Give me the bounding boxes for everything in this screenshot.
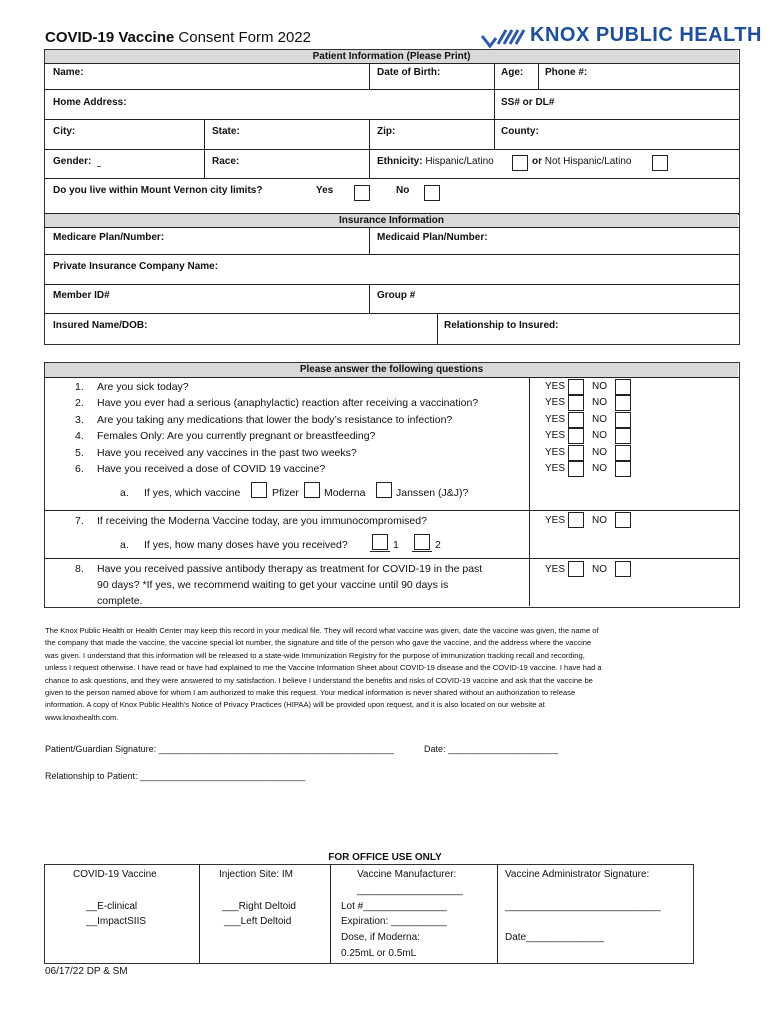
consent-line: was given. I understand that this information will be released to a state-wide Immunization Registry for the purpose of immunization tracking recall and recording, (45, 650, 585, 660)
left-deltoid-option[interactable]: ___Left Deltoid (224, 916, 292, 927)
questions-header: Please answer the following questions (45, 363, 738, 377)
question-yes-checkbox[interactable] (568, 461, 584, 477)
administrator-signature-line[interactable]: ____________________________ (505, 901, 661, 912)
question-text: Have you ever had a serious (anaphylactic) reaction after receiving a vaccination? (97, 397, 479, 409)
dob-label: Date of Birth: (377, 67, 441, 78)
question-yes-checkbox[interactable] (568, 428, 584, 444)
ethnicity-opt2: Not Hispanic/Latino (544, 156, 632, 167)
q7a-text: If yes, how many doses have you received? (144, 539, 348, 551)
expiration-field[interactable]: Expiration: __________ (341, 916, 447, 927)
dose-1-label: 1 (393, 539, 399, 551)
question-num: 1. (75, 381, 84, 393)
question-num: 6. (75, 463, 84, 475)
question-num: 5. (75, 447, 84, 459)
q8-num: 8. (75, 563, 84, 575)
question-no-checkbox[interactable] (615, 445, 631, 461)
q8-no-checkbox[interactable] (615, 561, 631, 577)
question-yes-label: YES (545, 414, 566, 425)
question-yes-label: YES (545, 397, 566, 408)
q7a-label: a. (120, 539, 129, 551)
q7-text: If receiving the Moderna Vaccine today, are you immunocompromised? (97, 515, 427, 527)
dose-2-label: 2 (435, 539, 441, 551)
q8-line2: 90 days? *If yes, we recommend waiting to get your vaccine until 90 days is (97, 579, 449, 591)
consent-line: given to the person named above for whom I am authorized to make this request. Your medical information is never shared without an authorization to release (45, 688, 576, 698)
consent-line: the company that made the vaccine, the vaccine special lot number, the signature and title of the person who gave the vaccine, and the address where the vaccine (45, 638, 592, 648)
impactsiis-option[interactable]: __ImpactSIIS (86, 916, 147, 927)
q7-no-label: NO (592, 515, 607, 526)
q6a-label: a. (120, 487, 129, 499)
question-text: Have you received a dose of COVID 19 vaccine? (97, 463, 326, 475)
e-clinical-option[interactable]: __E-clinical (86, 901, 138, 912)
q7-num: 7. (75, 515, 84, 527)
q7-no-checkbox[interactable] (615, 512, 631, 528)
question-no-checkbox[interactable] (615, 395, 631, 411)
mv-no-checkbox[interactable] (424, 185, 440, 201)
q8-line3: complete. (97, 595, 143, 607)
consent-line: chance to ask questions, and they were answered to my satisfaction. I believe I understand the benefits and risks of COVID-19 vaccine and ask that the vaccine be (45, 675, 593, 685)
question-text: Are you sick today? (97, 381, 189, 393)
ethnicity-text: Ethnicity: (377, 156, 423, 167)
ethnicity-label (377, 156, 494, 167)
form-title-bold: COVID-19 Vaccine (45, 29, 175, 46)
q8-line1: Have you received passive antibody therapy as treatment for COVID-19 in the past (97, 563, 483, 575)
form-title-rest: Consent Form 2022 (178, 29, 311, 46)
dose-2-checkbox[interactable] (414, 534, 430, 550)
question-no-checkbox[interactable] (615, 461, 631, 477)
dose-1-checkbox[interactable] (372, 534, 388, 550)
relationship-insured-label: Relationship to Insured: (444, 320, 559, 331)
consent-paragraph (45, 625, 737, 724)
phone-label: Phone #: (545, 67, 588, 78)
question-yes-label: YES (545, 447, 566, 458)
question-no-checkbox[interactable] (615, 412, 631, 428)
ethnicity-or-text: or (532, 156, 542, 167)
question-yes-checkbox[interactable] (568, 445, 584, 461)
address-label: Home Address: (53, 97, 127, 108)
signature-date-line[interactable]: Date: ______________________ (424, 744, 559, 754)
question-no-label: NO (592, 414, 607, 425)
janssen-checkbox[interactable] (376, 482, 392, 498)
question-yes-label: YES (545, 430, 566, 441)
q8-no-label: NO (592, 564, 607, 575)
question-yes-checkbox[interactable] (568, 395, 584, 411)
question-num: 3. (75, 414, 84, 426)
pfizer-label: Pfizer (272, 487, 299, 499)
relationship-patient-line[interactable]: Relationship to Patient: _________________________________ (45, 771, 306, 781)
question-text: Females Only: Are you currently pregnant or breastfeeding? (97, 430, 376, 442)
right-deltoid-option[interactable]: ___Right Deltoid (222, 901, 296, 912)
question-yes-checkbox[interactable] (568, 412, 584, 428)
dose-amount-label: 0.25mL or 0.5mL (341, 948, 417, 959)
name-label: Name: (53, 67, 84, 78)
hispanic-checkbox[interactable] (512, 155, 528, 171)
question-no-label: NO (592, 381, 607, 392)
ethnicity-opt1: Hispanic/Latino (425, 156, 494, 167)
manufacturer-blank[interactable]: ___________________ (357, 885, 463, 896)
member-id-label: Member ID# (53, 290, 110, 301)
q8-yes-checkbox[interactable] (568, 561, 584, 577)
question-yes-label: YES (545, 381, 566, 392)
question-no-label: NO (592, 463, 607, 474)
age-label: Age: (501, 67, 524, 78)
question-num: 2. (75, 397, 84, 409)
office-col4-head: Vaccine Administrator Signature: (505, 869, 650, 880)
logo-text: KNOX PUBLIC HEALTH (530, 24, 762, 46)
office-col3-head: Vaccine Manufacturer: (357, 869, 457, 880)
ethnicity-or (532, 156, 632, 167)
consent-line: www.knoxhealth.com. (45, 712, 119, 722)
race-label: Race: (212, 156, 240, 167)
medicare-label: Medicare Plan/Number: (53, 232, 165, 243)
pfizer-checkbox[interactable] (251, 482, 267, 498)
dose-moderna-label: Dose, if Moderna: (341, 932, 420, 943)
question-text: Are you taking any medications that lower the body’s resistance to infection? (97, 414, 453, 426)
gender-label: Gender: (53, 156, 92, 167)
county-label: County: (501, 126, 539, 137)
insured-name-label: Insured Name/DOB: (53, 320, 148, 331)
medicaid-label: Medicaid Plan/Number: (377, 232, 488, 243)
mv-yes-checkbox[interactable] (354, 185, 370, 201)
consent-line: unless I request otherwise. I have read or have had explained to me the Vaccine Information Sheet about COVID-19 disease and the COVID-19 vaccine. I have had a (45, 663, 602, 673)
gender-dash (97, 166, 101, 167)
question-yes-checkbox[interactable] (568, 379, 584, 395)
state-label: State: (212, 126, 240, 137)
lot-field[interactable]: Lot #_______________ (341, 901, 447, 912)
knox-logo (480, 24, 762, 50)
q7-yes-label: YES (545, 515, 566, 526)
question-num: 4. (75, 430, 84, 442)
office-col2-head: Injection Site: IM (219, 869, 293, 880)
mv-yes-label: Yes (316, 185, 334, 196)
form-title (45, 29, 311, 46)
question-no-checkbox[interactable] (615, 428, 631, 444)
moderna-checkbox[interactable] (304, 482, 320, 498)
administrator-date-line[interactable]: Date______________ (505, 932, 604, 943)
question-no-label: NO (592, 447, 607, 458)
not-hispanic-checkbox[interactable] (652, 155, 668, 171)
question-no-checkbox[interactable] (615, 379, 631, 395)
footer-version: 06/17/22 DP & SM (45, 966, 128, 977)
logo-mark-icon (480, 26, 530, 50)
mv-no-label: No (396, 185, 410, 196)
city-label: City: (53, 126, 76, 137)
office-col1-head: COVID-19 Vaccine (73, 869, 157, 880)
question-no-label: NO (592, 397, 607, 408)
q6a-text: If yes, which vaccine (144, 487, 241, 499)
private-insurance-label: Private Insurance Company Name: (53, 261, 219, 272)
consent-line: The Knox Public Health or Health Center may keep this record in your medical file. They will record what vaccine was given, date the vaccine was given, the name of (45, 626, 599, 635)
janssen-label: Janssen (J&J)? (396, 487, 469, 499)
patient-signature-line[interactable]: Patient/Guardian Signature: _______________________________________________ (45, 744, 394, 754)
question-text: Have you received any vaccines in the past two weeks? (97, 447, 357, 459)
moderna-label: Moderna (324, 487, 366, 499)
q8-yes-label: YES (545, 564, 566, 575)
patient-info-header: Patient Information (Please Print) (45, 50, 738, 63)
ss-label: SS# or DL# (501, 97, 555, 108)
zip-label: Zip: (377, 126, 396, 137)
question-yes-label: YES (545, 463, 566, 474)
consent-line: information. A copy of Knox Public Health’s Notice of Privacy Practices (HIPAA) will be provided upon request, and it is also located on our website at (45, 700, 545, 710)
insurance-header: Insurance Information (45, 214, 738, 227)
question-no-label: NO (592, 430, 607, 441)
mv-question: Do you live within Mount Vernon city limits? (53, 185, 263, 196)
group-label: Group # (377, 290, 416, 301)
q7-yes-checkbox[interactable] (568, 512, 584, 528)
office-use-header: FOR OFFICE USE ONLY (328, 852, 442, 863)
